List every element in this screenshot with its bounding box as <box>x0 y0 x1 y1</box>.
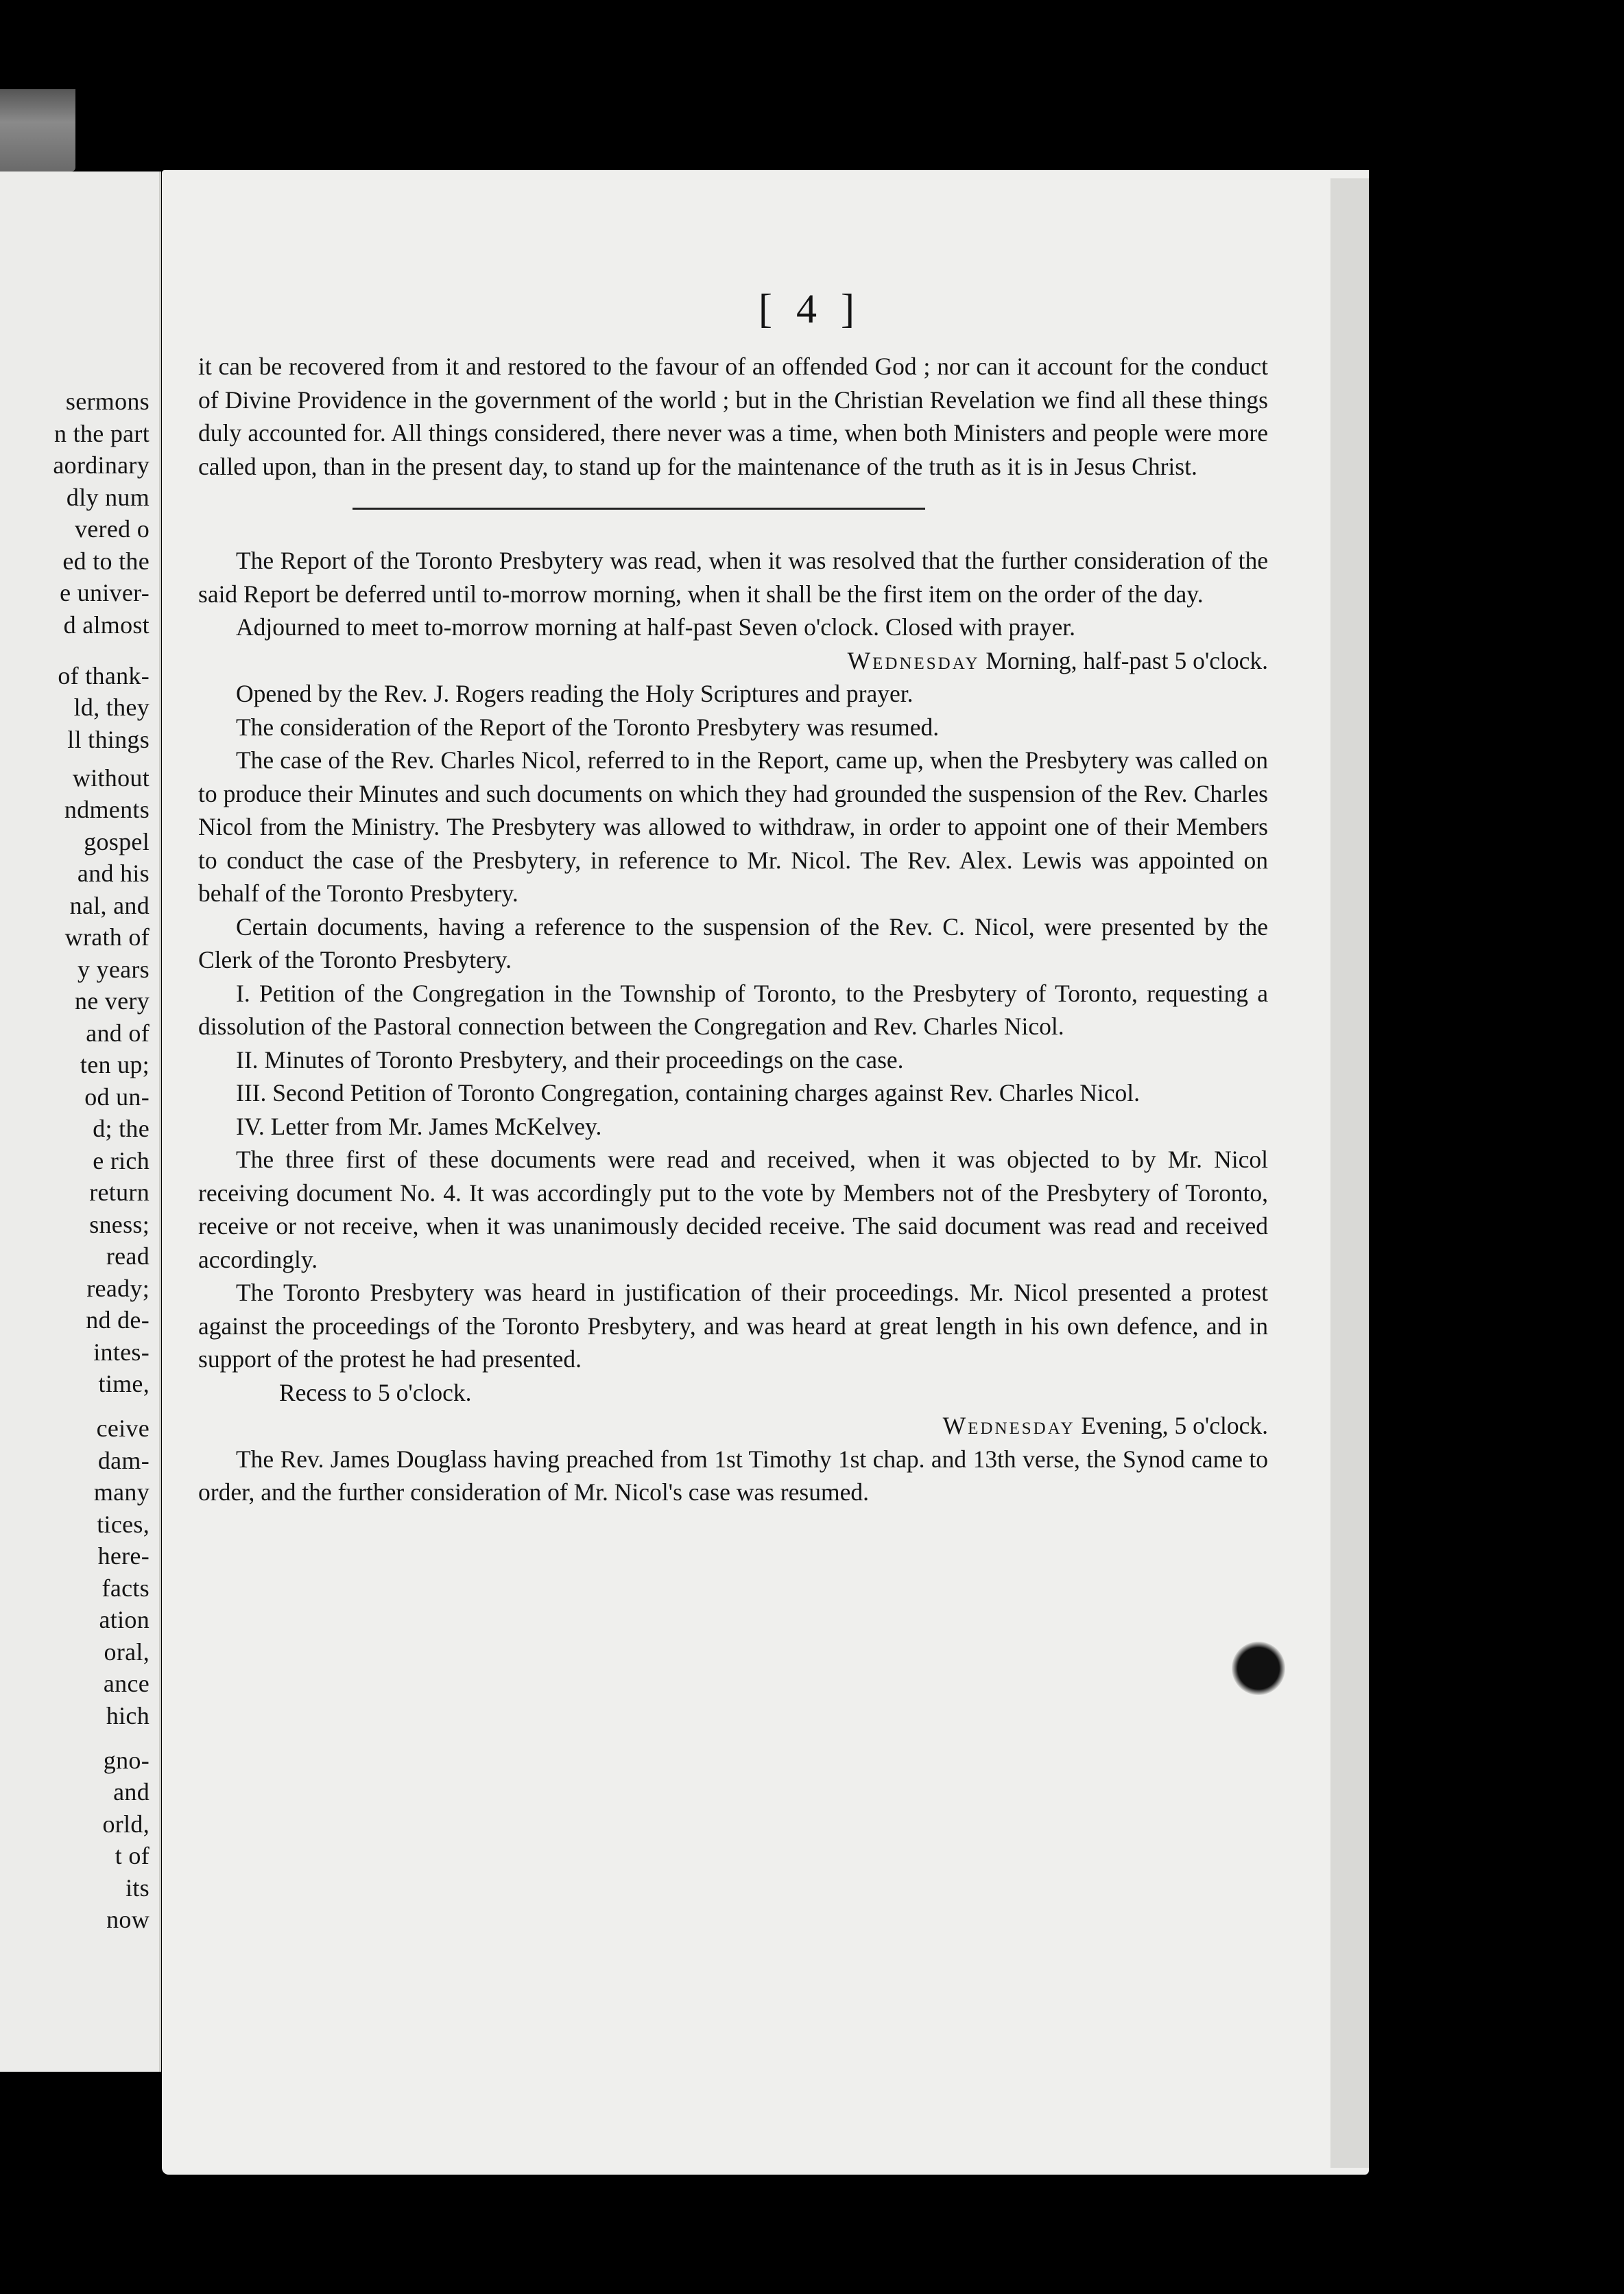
left-page-fragment: tices, <box>97 1510 150 1538</box>
left-page-fragment: sness; <box>89 1210 150 1238</box>
page-number: [ 4 ] <box>759 286 861 331</box>
paragraph-consideration: The consideration of the Report of the Toronto Presbytery was resumed. <box>236 713 940 741</box>
left-page-fragment: of thank- <box>58 661 150 689</box>
left-page-fragment: d; the <box>93 1115 150 1143</box>
left-page-fragment: nal, and <box>69 891 150 919</box>
left-page-fragment: orld, <box>102 1810 150 1838</box>
left-page-fragment: od un- <box>84 1083 150 1111</box>
paragraph-synod: The Rev. James Douglass having preached from 1st Timothy 1st chap. and 13th verse, the Synod came to order, and the further consideration of Mr. Nicol's case was resumed. <box>198 1445 1268 1506</box>
left-page-fragment: ation <box>99 1606 150 1634</box>
left-page-fragment: e rich <box>93 1146 150 1174</box>
paragraph-opened: Opened by the Rev. J. Rogers reading the Holy Scriptures and prayer. <box>236 680 914 707</box>
left-page-fragment: ten up; <box>80 1051 150 1079</box>
left-page-fragment: gno- <box>103 1746 150 1774</box>
left-page-fragment: its <box>126 1873 150 1902</box>
paragraph-documents: Certain documents, having a reference to the suspension of the Rev. C. Nicol, were presented by the Clerk of the Toronto Presbytery. <box>198 912 1268 973</box>
left-page-fragment: n the part <box>54 419 150 447</box>
left-page-fragment: t of <box>115 1842 150 1870</box>
heading-day: Wednesday <box>942 1412 1075 1439</box>
left-page-fragment: ceive <box>96 1415 150 1443</box>
left-page-fragment: aordinary <box>53 451 150 479</box>
left-page-fragment: here- <box>97 1542 150 1570</box>
heading-time: Morning, half-past 5 o'clock. <box>979 646 1268 674</box>
left-page-fragment: return <box>89 1179 150 1207</box>
left-page-fragment: facts <box>102 1574 150 1602</box>
heading-day: Wednesday <box>847 646 980 674</box>
section-divider <box>353 508 925 510</box>
left-page-fragment: oral, <box>104 1637 150 1666</box>
book-spine <box>0 89 75 172</box>
left-page-fragment: ne very <box>74 987 150 1015</box>
paragraph-item-iii: III. Second Petition of Toronto Congregation, containing charges against Rev. Charles Nicol. <box>236 1079 1140 1107</box>
paragraph-item-iv: IV. Letter from Mr. James McKelvey. <box>236 1112 602 1140</box>
left-page-fragment: vered o <box>74 515 150 543</box>
left-page-fragment: gospel <box>84 827 150 855</box>
paragraph-item-i: I. Petition of the Congregation in the Township of Toronto, to the Presbytery of Toronto, requesting a dissolution of the Pastoral connection between the Congregation and Rev. Charles Nicol. <box>198 979 1268 1040</box>
paragraph-justification: The Toronto Presbytery was heard in justification of their proceedings. Mr. Nicol presented a protest against the proceedings of the Toronto Presbytery, and was heard at great length in his own defence, and in support of the protest he had presented. <box>198 1279 1268 1373</box>
left-page-fragment: ready; <box>86 1274 150 1302</box>
left-page-fragment: without <box>72 764 150 792</box>
left-page-fragment: y years <box>77 955 150 983</box>
facing-left-page <box>0 172 161 2072</box>
document-page <box>162 170 1369 2175</box>
paragraph-report-read: The Report of the Toronto Presbytery was read, when it was resolved that the further consideration of the said Report be deferred until to-morrow morning, when it shall be the first item on the order of the day. <box>198 547 1268 608</box>
left-page-fragment: wrath of <box>64 923 150 951</box>
left-page-fragment: ed to the <box>62 547 150 575</box>
left-page-fragment: read <box>106 1242 150 1270</box>
left-page-fragment: ndments <box>64 796 150 824</box>
page-body <box>198 350 1268 1509</box>
left-page-fragment: ance <box>103 1670 150 1698</box>
paragraph-vote: The three first of these documents were read and received, when it was objected to by Mr. Nicol receiving document No. 4. It was accordingly put to the vote by Members not of the Presbytery of Toronto, receive or not receive, when it was unanimously decided receive. The said document was read and received accordingly. <box>198 1146 1268 1273</box>
left-page-fragment: nd de- <box>86 1306 150 1334</box>
left-page-fragment: and <box>113 1778 150 1806</box>
heading-time: Evening, 5 o'clock. <box>1075 1412 1268 1439</box>
left-page-fragment: many <box>93 1478 150 1506</box>
left-page-fragment: time, <box>98 1370 150 1398</box>
page-edge <box>1330 178 1369 2168</box>
ink-smudge <box>1232 1642 1285 1695</box>
left-page-fragment: intes- <box>93 1338 150 1366</box>
left-page-fragment: and of <box>86 1019 150 1047</box>
heading-wednesday-morning <box>198 644 1268 678</box>
left-page-fragment: dam- <box>97 1446 150 1474</box>
heading-wednesday-evening <box>198 1409 1268 1443</box>
left-page-fragment: e univer- <box>60 579 150 606</box>
paragraph-case-nicol: The case of the Rev. Charles Nicol, referred to in the Report, came up, when the Presbytery was called on to produce their Minutes and such documents on which they had grounded the suspension of the Rev. Charles Nicol from the Ministry. The Presbytery was allowed to withdraw, in order to appoint one of their Members to conduct the case of the Presbytery, in reference to Mr. Nicol. The Rev. Alex. Lewis was appointed on behalf of the Toronto Presbytery. <box>198 746 1268 907</box>
left-page-fragment: and his <box>77 860 150 888</box>
left-page-fragment: dly num <box>66 483 150 511</box>
paragraph-continuation: it can be recovered from it and restored to the favour of an offended God ; nor can it account for the conduct of Divine Providence in the government of the world ; but in the Christian Revelation we find all these things duly accounted for. All things considered, there never was a time, when both Ministers and people were more called upon, than in the present day, to stand up for the maintenance of the truth as it is in Jesus Christ. <box>198 353 1268 480</box>
paragraph-recess: Recess to 5 o'clock. <box>279 1378 472 1406</box>
left-page-fragment: sermons <box>65 388 150 415</box>
left-page-fragment: d almost <box>63 611 150 639</box>
paragraph-adjourned: Adjourned to meet to-morrow morning at half-past Seven o'clock. Closed with prayer. <box>236 613 1075 641</box>
left-page-fragment: ll things <box>67 725 150 753</box>
left-page-fragment: hich <box>106 1701 150 1729</box>
paragraph-item-ii: II. Minutes of Toronto Presbytery, and their proceedings on the case. <box>236 1045 904 1074</box>
left-page-fragment: now <box>106 1906 150 1934</box>
left-page-fragment: ld, they <box>73 694 150 722</box>
